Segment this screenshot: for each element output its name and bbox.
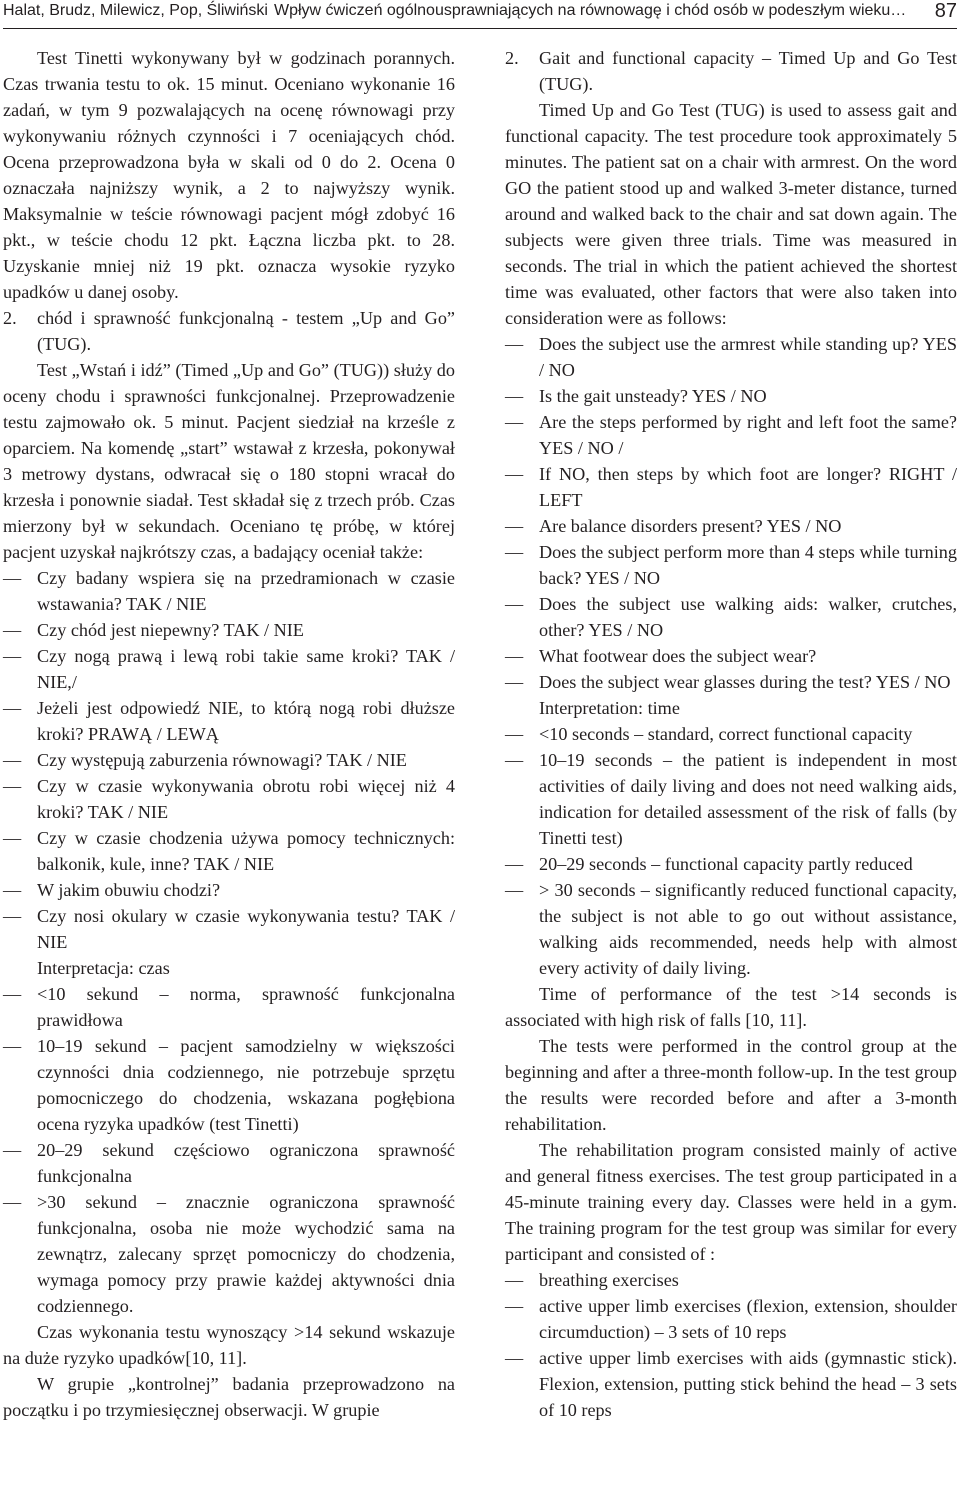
list-item-text: Are balance disorders present? YES / NO bbox=[539, 516, 842, 536]
list-item-text: Czy w czasie wykonywania obrotu robi więcej niż 4 kroki? TAK / NIE bbox=[37, 776, 455, 822]
procedure-paragraph: Test „Wstań i idź” (Timed „Up and Go” (TUG)) służy do oceny chodu i sprawności funkcjonalnej. Przeprowadzenie testu zajmowało ok. 5 minut. Pacjent siedział na krześle z oparciem. Na komendę „start” wstawał z krzesła, pokonywał 3 metrowy dystans, odwracał się o 180 stopni wracał do krzesła i ponownie siadał. Test składał się z trzech prób. Czas mierzony był w sekundach. Oceniano tę próbę, w której pacjent uzyskał najkrótszy czas, a badający oceniał także: bbox=[3, 360, 455, 562]
list-item bbox=[3, 903, 455, 955]
list-item bbox=[505, 643, 957, 669]
list-item-text: Does the subject wear glasses during the test? YES / NO bbox=[539, 672, 951, 692]
list-item-text: Czy nogą prawą i lewą robi takie same kroki? TAK / NIE,/ bbox=[37, 646, 455, 692]
header-title: Wpływ ćwiczeń ogólnousprawniających na równowagę i chód osób w podeszłym wieku… bbox=[274, 2, 907, 19]
dash-bullet: — bbox=[505, 412, 524, 432]
list-item-text: Is the gait unsteady? YES / NO bbox=[539, 386, 767, 406]
dash-bullet: — bbox=[505, 334, 524, 354]
control-paragraph: The tests were performed in the control group at the beginning and after a three-month follow-up. In the test group the results were recorded before and after a 3-month rehabilitation. bbox=[505, 1036, 957, 1134]
dash-bullet: — bbox=[505, 646, 524, 666]
dash-bullet: — bbox=[3, 750, 22, 770]
section-title: chód i sprawność funkcjonalną - testem „Up and Go” (TUG). bbox=[37, 308, 455, 354]
dash-bullet: — bbox=[3, 984, 22, 1004]
list-item-text: What footwear does the subject wear? bbox=[539, 646, 817, 666]
dash-bullet: — bbox=[3, 568, 22, 588]
list-item bbox=[505, 409, 957, 461]
dash-bullet: — bbox=[3, 1140, 22, 1160]
list-item-text: Does the subject use walking aids: walker, crutches, other? YES / NO bbox=[539, 594, 957, 640]
dash-bullet: — bbox=[505, 516, 524, 536]
dash-bullet: — bbox=[505, 1270, 524, 1290]
dash-bullet: — bbox=[505, 1296, 524, 1316]
list-item-text: active upper limb exercises with aids (gymnastic stick). Flexion, extension, putting stick behind the head – 3 sets of 10 reps bbox=[539, 1348, 957, 1420]
section-title: Gait and functional capacity – Timed Up and Go Test (TUG). bbox=[539, 48, 957, 94]
dash-bullet: — bbox=[505, 542, 524, 562]
list-item-text: > 30 seconds – significantly reduced functional capacity, the subject is not able to go out without assistance, walking aids recommended, needs help with almost every activity of daily living. bbox=[539, 880, 957, 978]
list-item bbox=[505, 539, 957, 591]
list-item bbox=[3, 825, 455, 877]
left-column bbox=[3, 45, 455, 1423]
procedure-paragraph: Timed Up and Go Test (TUG) is used to assess gait and functional capacity. The test procedure took approximately 5 minutes. The patient sat on a chair with armrest. On the word GO the patient stood up and walked 3-meter distance, turned around and walked back to the chair and sat down again. The subjects were given three trials. Time was measured in seconds. The trial in which the patient achieved the shortest time was evaluated, other factors that were also taken into consideration were as follows: bbox=[505, 100, 957, 328]
list-item-text: active upper limb exercises (flexion, extension, shoulder circumduction) – 3 sets of 10 reps bbox=[539, 1296, 957, 1342]
list-item-text: Are the steps performed by right and left foot the same? YES / NO / bbox=[539, 412, 957, 458]
section-heading bbox=[3, 305, 455, 357]
list-item-text: <10 sekund – norma, sprawność funkcjonalna prawidłowa bbox=[37, 984, 455, 1030]
list-item bbox=[3, 565, 455, 617]
dash-bullet: — bbox=[3, 1192, 22, 1212]
list-item bbox=[505, 1267, 957, 1293]
list-item bbox=[505, 1293, 957, 1345]
right-column bbox=[505, 45, 957, 1423]
list-item-text: Czy w czasie chodzenia używa pomocy technicznych: balkonik, kule, inne? TAK / NIE bbox=[37, 828, 455, 874]
list-item bbox=[3, 1033, 455, 1137]
list-item bbox=[3, 773, 455, 825]
list-item bbox=[3, 1137, 455, 1189]
list-item-text: breathing exercises bbox=[539, 1270, 679, 1290]
list-item bbox=[505, 877, 957, 981]
dash-bullet: — bbox=[505, 854, 524, 874]
interpretation-label: Interpretacja: czas bbox=[37, 958, 170, 978]
list-item bbox=[505, 383, 957, 409]
list-item-text: Jeżeli jest odpowiedź NIE, to którą nogą robi dłuższe kroki? PRAWĄ / LEWĄ bbox=[37, 698, 455, 744]
list-item-text: 10–19 sekund – pacjent samodzielny w większości czynności dnia codziennego, nie potrzebuje sprzętu pomocniczego do chodzenia, wskazana pogłębiona ocena ryzyka upadków (test Tinetti) bbox=[37, 1036, 455, 1134]
running-header bbox=[3, 0, 957, 29]
list-item bbox=[3, 981, 455, 1033]
list-item bbox=[505, 851, 957, 877]
list-item-text: 20–29 sekund częściowo ograniczona sprawność funkcjonalna bbox=[37, 1140, 455, 1186]
list-item bbox=[505, 747, 957, 851]
dash-bullet: — bbox=[505, 724, 524, 744]
list-item bbox=[505, 669, 957, 695]
dash-bullet: — bbox=[505, 594, 524, 614]
list-item-text: Czy nosi okulary w czasie wykonywania testu? TAK / NIE bbox=[37, 906, 455, 952]
interpretation-label: Interpretation: time bbox=[539, 698, 680, 718]
dash-bullet: — bbox=[505, 880, 524, 900]
intro-paragraph: Test Tinetti wykonywany był w godzinach porannych. Czas trwania testu to ok. 15 minut. Oceniano wykonanie 16 zadań, w tym 9 pozwalających na ocenę równowagi przy wykonywaniu różnych czynności i 7 oceniających chód. Ocena przeprowadzona była w skali od 0 do 2. Ocena 0 oznaczała najniższy wynik, a 2 to najwyższy wynik. Maksymalnie w teście równowagi pacjent mógł zdobyć 16 pkt., w teście chodu 12 pkt. Łączna liczba pkt. to 28. Uzyskanie mniej niż 19 pkt. oznacza wysokie ryzyko upadków u danej osoby. bbox=[3, 48, 455, 302]
header-authors: Halat, Brudz, Milewicz, Pop, Śliwiński bbox=[3, 2, 268, 19]
dash-bullet: — bbox=[3, 646, 22, 666]
dash-bullet: — bbox=[505, 672, 524, 692]
list-item bbox=[3, 1189, 455, 1319]
list-item bbox=[505, 513, 957, 539]
control-paragraph: W grupie „kontrolnej” badania przeprowadzono na początku i po trzymiesięcznej obserwacji. W grupie bbox=[3, 1374, 455, 1420]
risk-paragraph: Time of performance of the test >14 seconds is associated with high risk of falls [10, 11]. bbox=[505, 984, 957, 1030]
list-item-text: Czy występują zaburzenia równowagi? TAK / NIE bbox=[37, 750, 407, 770]
list-item bbox=[505, 461, 957, 513]
list-item bbox=[505, 1345, 957, 1423]
list-item bbox=[3, 643, 455, 695]
dash-bullet: — bbox=[3, 1036, 22, 1056]
dash-bullet: — bbox=[3, 880, 22, 900]
dash-bullet: — bbox=[3, 620, 22, 640]
page-number: 87 bbox=[934, 0, 957, 22]
dash-bullet: — bbox=[505, 386, 524, 406]
section-number: 2. bbox=[3, 308, 17, 328]
dash-bullet: — bbox=[3, 776, 22, 796]
risk-paragraph: Czas wykonania testu wynoszący >14 sekund wskazuje na duże ryzyko upadków[10, 11]. bbox=[3, 1322, 455, 1368]
list-item-text: Czy badany wspiera się na przedramionach w czasie wstawania? TAK / NIE bbox=[37, 568, 455, 614]
dash-bullet: — bbox=[505, 1348, 524, 1368]
dash-bullet: — bbox=[3, 698, 22, 718]
list-item bbox=[3, 747, 455, 773]
list-item-text: Does the subject use the armrest while standing up? YES / NO bbox=[539, 334, 957, 380]
list-item bbox=[3, 877, 455, 903]
section-heading bbox=[505, 45, 957, 97]
dash-bullet: — bbox=[3, 906, 22, 926]
list-item bbox=[505, 591, 957, 643]
list-item bbox=[505, 721, 957, 747]
dash-bullet: — bbox=[3, 828, 22, 848]
list-item-text: W jakim obuwiu chodzi? bbox=[37, 880, 221, 900]
program-paragraph: The rehabilitation program consisted mainly of active and general fitness exercises. The test group participated in a 45-minute training every day. Classes were held in a gym. The training program for the test group was similar for every participant and consisted of : bbox=[505, 1140, 957, 1264]
list-item-text: 10–19 seconds – the patient is independent in most activities of daily living and does not need walking aids, indication for detailed assessment of the risk of falls (by Tinetti test) bbox=[539, 750, 957, 848]
dash-bullet: — bbox=[505, 750, 524, 770]
list-item bbox=[3, 695, 455, 747]
list-item-text: <10 seconds – standard, correct functional capacity bbox=[539, 724, 913, 744]
list-item bbox=[3, 617, 455, 643]
list-item-text: If NO, then steps by which foot are longer? RIGHT / LEFT bbox=[539, 464, 957, 510]
list-item-text: Does the subject perform more than 4 steps while turning back? YES / NO bbox=[539, 542, 957, 588]
list-item-text: Czy chód jest niepewny? TAK / NIE bbox=[37, 620, 304, 640]
list-item-text: 20–29 seconds – functional capacity partly reduced bbox=[539, 854, 913, 874]
dash-bullet: — bbox=[505, 464, 524, 484]
section-number: 2. bbox=[505, 48, 519, 68]
list-item-text: >30 sekund – znacznie ograniczona sprawność funkcjonalna, osoba nie może wychodzić sama na zewnątrz, zalecany sprzęt pomocniczy do chodzenia, wymaga pomocy przy prawie każdej aktywności dnia codziennego. bbox=[37, 1192, 455, 1316]
list-item bbox=[505, 331, 957, 383]
